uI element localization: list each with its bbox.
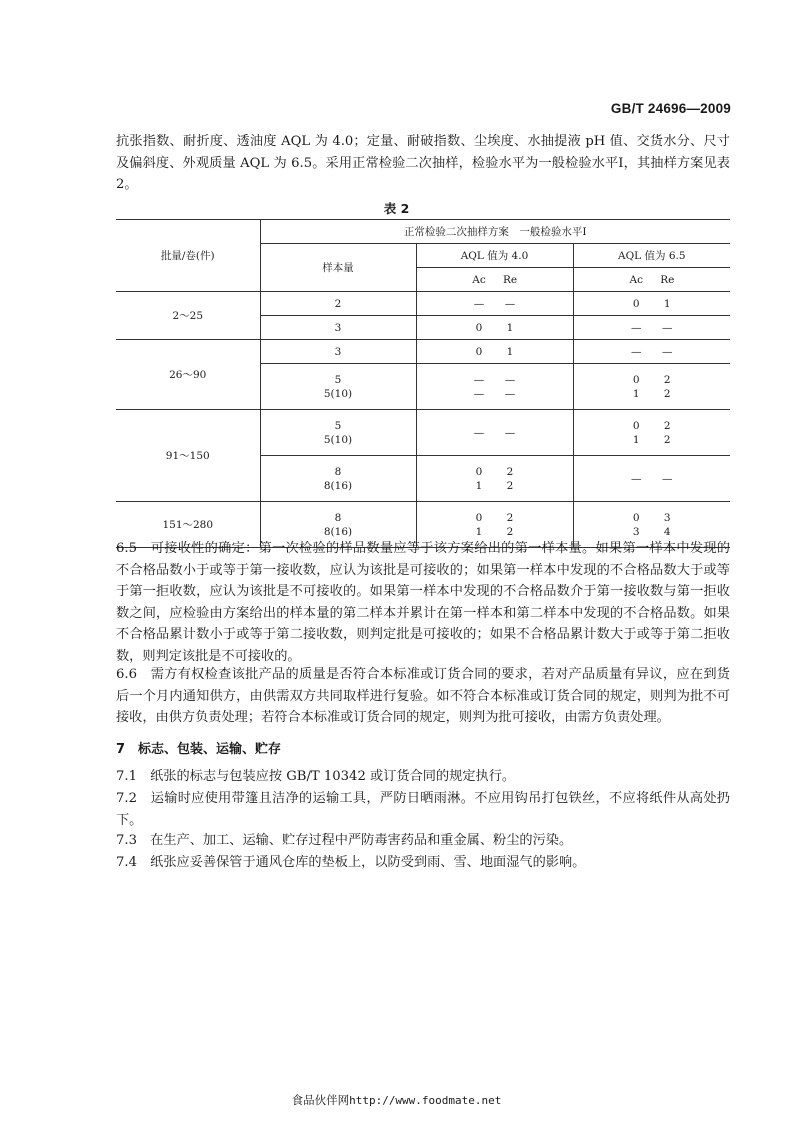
batch-cell: 91～150 [116, 410, 260, 502]
ac-re-cell: 0 2 1 2 [416, 502, 573, 548]
ac-re-cell: — — [416, 410, 573, 456]
header-aql-6-5: AQL 值为 6.5 [573, 244, 730, 268]
ac-re-cell: 0 1 [573, 292, 730, 316]
footer-url[interactable]: http://www.foodmate.net [349, 1094, 502, 1107]
clause-7-3: 7.3 在生产、加工、运输、贮存过程中严防毒害药品和重金属、粉尘的污染。 [116, 833, 573, 848]
ac-re-cell: 0 2 1 2 [416, 456, 573, 502]
ac-re-cell: — — [573, 340, 730, 364]
sample-cell: 2 [260, 292, 416, 316]
ac-re-cell: 0 3 3 4 [573, 502, 730, 548]
clause-6-5: 6.5 可接收性的确定：第一次检验的样品数量应等于该方案给出的第一样本量。如果第一样本中发现的不合格品数小于或等于第一接收数，应认为该批是可接收的；如果第一样本中发现的不合格品数大于或等于第一拒收数，应认为该批是不可接收的。如果第一样本中发现的不合格品数介于第一接收数与第一拒收数之间，应检验由方案给出的样本量的第二样本并累计在第一样本和第二样本中发现的不合格品数。如果不合格品累计数小于或等于第二接收数，则判定批是可接收的；如果不合格品累计数大于或等于第二拒收数，则判定该批是不可接收的。 [116, 541, 730, 664]
sample-cell: 5 5(10) [260, 410, 416, 456]
clause-7-1: 7.1 纸张的标志与包装应按 GB/T 10342 或订货合同的规定执行。 [116, 769, 516, 784]
intro-paragraph: 抗张指数、耐折度、透油度 AQL 为 4.0；定量、耐破指数、尘埃度、水抽提液 pH 值、交货水分、尺寸及偏斜度、外观质量 AQL 为 6.5。采用正常检验二次抽样，检验水平为一般检验水平Ⅰ，其抽样方案见表 2。 [116, 134, 730, 192]
header-ac-re-6-5: Ac Re [573, 268, 730, 292]
ac-re-cell: 0 1 [416, 340, 573, 364]
sample-cell: 8 8(16) [260, 456, 416, 502]
ac-re-cell: 0 2 1 2 [573, 410, 730, 456]
header-ac-re-4-0: Ac Re [416, 268, 573, 292]
sample-cell: 8 8(16) [260, 502, 416, 548]
standard-code: GB/T 24696—2009 [610, 101, 731, 116]
clause-7-2: 7.2 运输时应使用带篷且洁净的运输工具，严防日晒雨淋。不应用钩吊打包铁丝，不应将纸件从高处扔下。 [116, 791, 730, 828]
ac-re-cell: — — [416, 292, 573, 316]
footer [0, 1092, 793, 1108]
batch-cell: 26～90 [116, 340, 260, 410]
table-caption: 表 2 [383, 201, 410, 216]
ac-re-cell: 0 2 1 2 [573, 364, 730, 410]
footer-site-name: 食品伙伴网 [291, 1093, 350, 1107]
ac-re-cell: 0 1 [416, 316, 573, 340]
clause-7-4: 7.4 纸张应妥善保管于通风仓库的垫板上，以防受到雨、雪、地面湿气的影响。 [116, 855, 586, 870]
sample-cell: 3 [260, 316, 416, 340]
sample-cell: 3 [260, 340, 416, 364]
batch-cell: 151～280 [116, 502, 260, 548]
header-batch: 批量/卷(件) [116, 220, 260, 292]
header-sample-size: 样本量 [260, 244, 416, 292]
sampling-plan-table [116, 219, 730, 548]
header-aql-4-0: AQL 值为 4.0 [416, 244, 573, 268]
ac-re-cell: — — [573, 456, 730, 502]
clause-6-6: 6.6 需方有权检查该批产品的质量是否符合本标准或订货合同的要求，若对产品质量有异议，应在到货后一个月内通知供方，由供需双方共同取样进行复验。如不符合本标准或订货合同的规定，则判为批不可接收，由供方负责处理；若符合本标准或订货合同的规定，则判为批可接收，由需方负责处理。 [116, 667, 730, 725]
batch-cell: 2～25 [116, 292, 260, 340]
ac-re-cell: — — [573, 316, 730, 340]
sample-cell: 5 5(10) [260, 364, 416, 410]
header-plan: 正常检验二次抽样方案 一般检验水平Ⅰ [260, 220, 730, 244]
ac-re-cell: — — — — [416, 364, 573, 410]
section-7-title: 7 标志、包装、运输、贮存 [116, 742, 282, 757]
